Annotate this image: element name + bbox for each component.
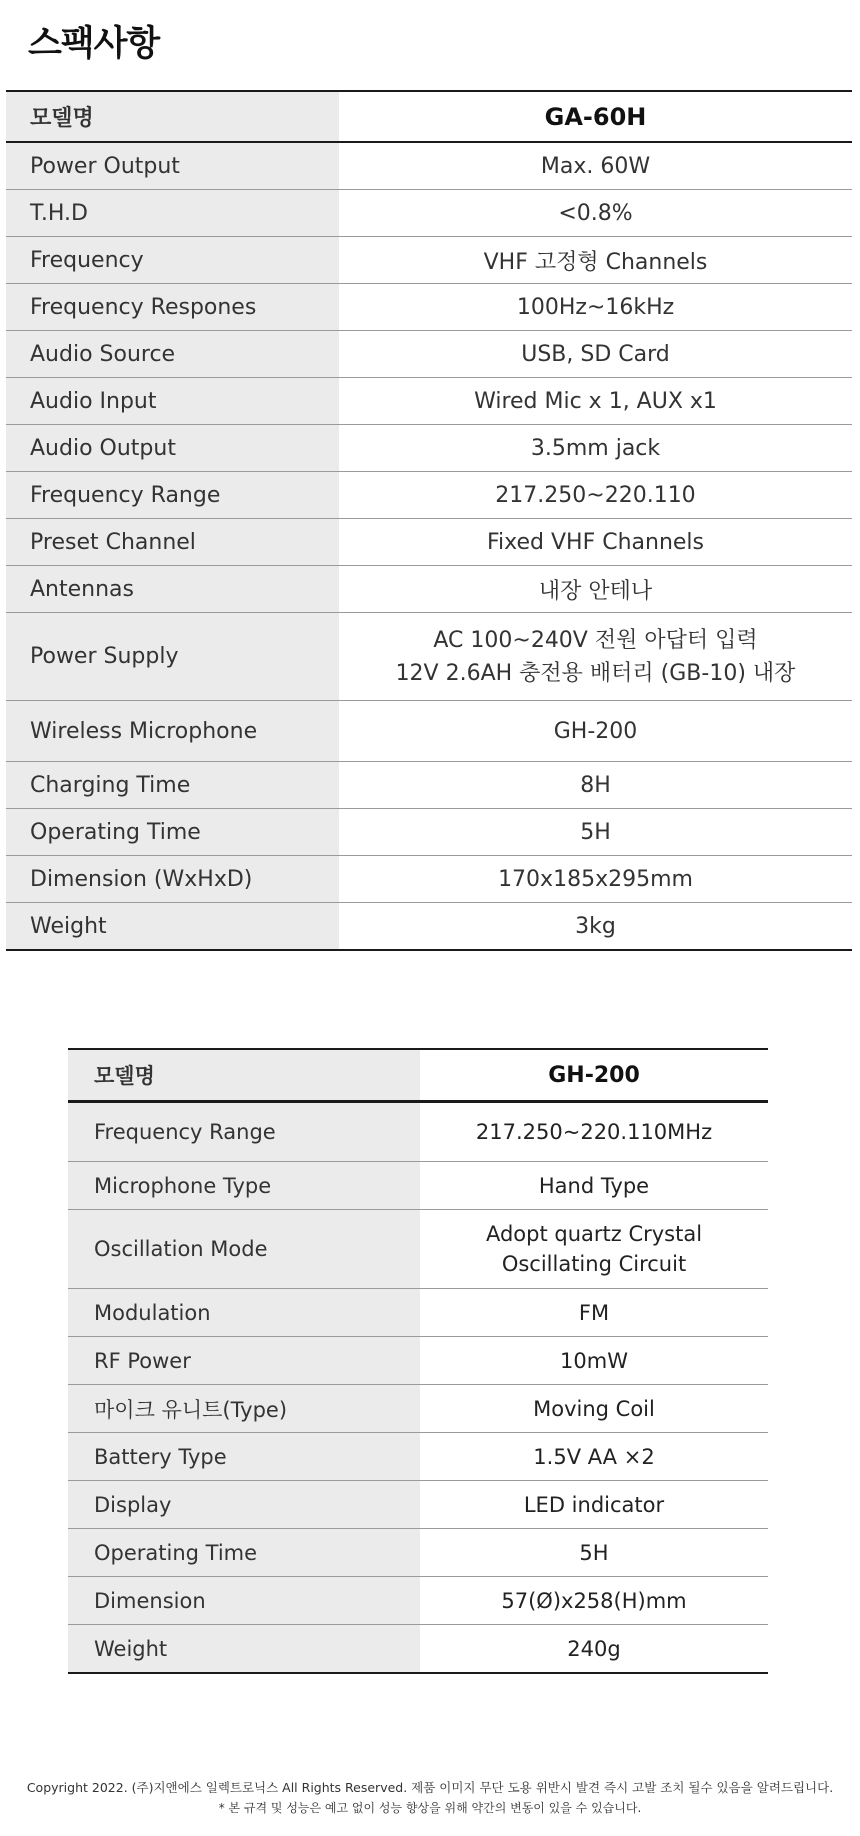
table-header-row (68, 1049, 768, 1102)
table-row (68, 1577, 768, 1625)
model-name-label: 모델명 (68, 1049, 420, 1102)
spec-value: 8H (339, 762, 852, 809)
spec-label: Antennas (6, 566, 339, 613)
table-row (6, 701, 852, 762)
spec-table-gh200 (68, 1048, 768, 1674)
spec-value-line: 12V 2.6AH 충전용 배터리 (GB-10) 내장 (395, 660, 796, 686)
model-name-label: 모델명 (6, 91, 339, 142)
spec-value-line: Oscillating Circuit (501, 1252, 687, 1276)
spec-value: GH-200 (339, 701, 852, 762)
table-row (6, 472, 852, 519)
spec-label: Battery Type (68, 1433, 420, 1481)
spec-value: Wired Mic x 1, AUX x1 (339, 378, 852, 425)
table-row (6, 331, 852, 378)
spec-label: Audio Input (6, 378, 339, 425)
spec-label: Frequency Respones (6, 284, 339, 331)
spec-value: 3kg (339, 903, 852, 951)
model-name-value: GA-60H (339, 91, 852, 142)
table-row (68, 1433, 768, 1481)
spec-label: Oscillation Mode (68, 1210, 420, 1289)
spec-label: Display (68, 1481, 420, 1529)
table-row (6, 378, 852, 425)
spec-value: LED indicator (420, 1481, 768, 1529)
spec-value: 217.250~220.110MHz (420, 1102, 768, 1162)
table-row (68, 1102, 768, 1162)
table-row (68, 1337, 768, 1385)
table-row (68, 1162, 768, 1210)
spec-table-ga60h (6, 90, 852, 951)
spec-label: Preset Channel (6, 519, 339, 566)
spec-label: Frequency Range (6, 472, 339, 519)
table-row (6, 190, 852, 237)
spec-value: VHF 고정형 Channels (339, 237, 852, 284)
spec-value: 내장 안테나 (339, 566, 852, 613)
spec-value: 57(Ø)x258(H)mm (420, 1577, 768, 1625)
spec-label: Operating Time (6, 809, 339, 856)
spec-value: FM (420, 1289, 768, 1337)
table-row (6, 519, 852, 566)
spec-label: Dimension (68, 1577, 420, 1625)
spec-value: 170x185x295mm (339, 856, 852, 903)
spec-label: Dimension (WxHxD) (6, 856, 339, 903)
table-row (6, 566, 852, 613)
spec-value: 100Hz~16kHz (339, 284, 852, 331)
table-row (6, 425, 852, 472)
table-row (68, 1481, 768, 1529)
model-name-value: GH-200 (420, 1049, 768, 1102)
table-row (6, 284, 852, 331)
table-row (68, 1529, 768, 1577)
table-row (6, 856, 852, 903)
spec-value (420, 1210, 768, 1289)
spec-label: Frequency (6, 237, 339, 284)
spec-value: Max. 60W (339, 142, 852, 190)
table-row (6, 809, 852, 856)
copyright-text: Copyright 2022. (주)지앤에스 일렉트로닉스 All Rights Reserved. 제품 이미지 무단 도용 위반시 발견 즉시 고발 조치 될수 있음을 알려드립니다. (26, 1780, 834, 1795)
spec-label: Audio Output (6, 425, 339, 472)
spec-value: 5H (339, 809, 852, 856)
table-row (6, 762, 852, 809)
spec-label: Microphone Type (68, 1162, 420, 1210)
spec-label: Operating Time (68, 1529, 420, 1577)
spec-value-line: Adopt quartz Crystal (485, 1222, 703, 1246)
table-row (6, 903, 852, 951)
spec-value: 5H (420, 1529, 768, 1577)
table-row (68, 1625, 768, 1674)
spec-value: <0.8% (339, 190, 852, 237)
spec-label: Charging Time (6, 762, 339, 809)
spec-value: 10mW (420, 1337, 768, 1385)
spec-label: 마이크 유니트(Type) (68, 1385, 420, 1433)
spec-label: Audio Source (6, 331, 339, 378)
spec-value: 3.5mm jack (339, 425, 852, 472)
disclaimer-text: * 본 규격 및 성능은 예고 없이 성능 향상을 위해 약간의 변동이 있을 수 있습니다. (218, 1801, 642, 1815)
spec-value: 217.250~220.110 (339, 472, 852, 519)
table-row (6, 142, 852, 190)
table-row (6, 613, 852, 701)
spec-label: Wireless Microphone (6, 701, 339, 762)
table-header-row (6, 91, 852, 142)
spec-label: RF Power (68, 1337, 420, 1385)
spec-value (339, 613, 852, 701)
table-row (6, 237, 852, 284)
spec-value: 1.5V AA ×2 (420, 1433, 768, 1481)
spec-value: 240g (420, 1625, 768, 1674)
spec-value: Hand Type (420, 1162, 768, 1210)
spec-label: Weight (68, 1625, 420, 1674)
spec-value: Moving Coil (420, 1385, 768, 1433)
spec-label: Weight (6, 903, 339, 951)
spec-value: Fixed VHF Channels (339, 519, 852, 566)
spec-value: USB, SD Card (339, 331, 852, 378)
page-title: 스팩사항 (28, 24, 160, 64)
table-row (68, 1210, 768, 1289)
spec-label: Power Supply (6, 613, 339, 701)
spec-value-line: AC 100~240V 전원 아답터 입력 (433, 627, 758, 653)
spec-label: Power Output (6, 142, 339, 190)
table-row (68, 1385, 768, 1433)
spec-label: Frequency Range (68, 1102, 420, 1162)
table-row (68, 1289, 768, 1337)
spec-label: Modulation (68, 1289, 420, 1337)
spec-label: T.H.D (6, 190, 339, 237)
